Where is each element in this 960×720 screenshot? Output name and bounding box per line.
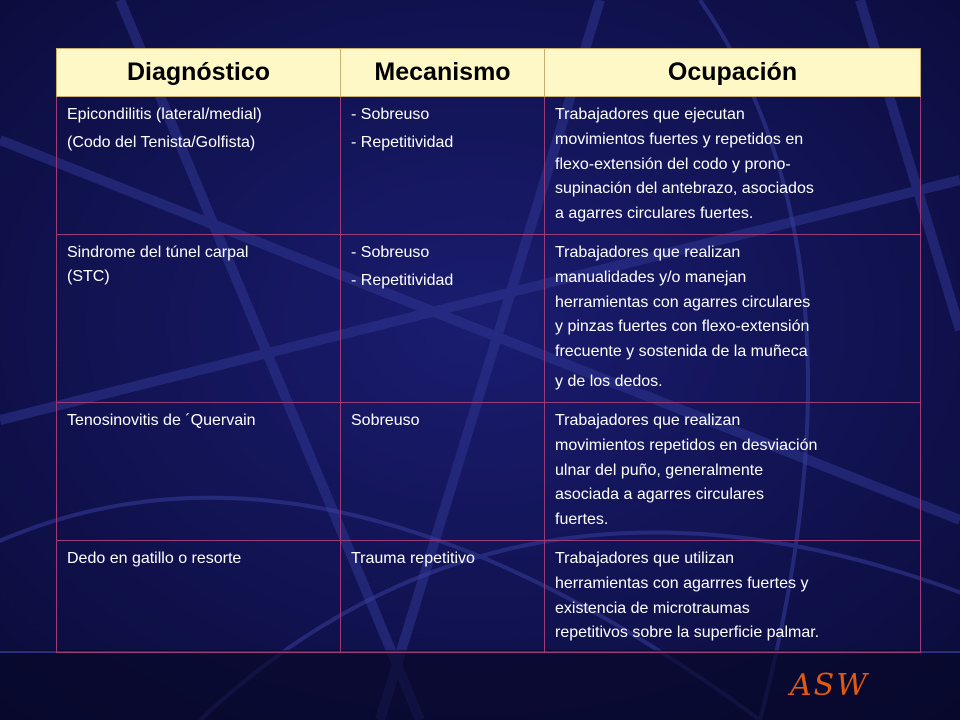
header-ocupacion: Ocupación [545, 49, 921, 97]
cell-text: frecuente y sostenida de la muñeca [555, 343, 808, 361]
cell-text: Trabajadores que realizan [555, 244, 741, 261]
cell-text: flexo-extensión del codo y prono- [555, 155, 791, 173]
cell-ocupacion [545, 403, 921, 541]
asw-watermark: ASW [790, 668, 870, 703]
cell-text: asociada a agarres circulares [555, 486, 764, 504]
cell-text: repetitivos sobre la superficie palmar. [555, 624, 820, 642]
cell-text: Tenosinovitis de ´Quervain [67, 412, 256, 429]
cell-text: Trabajadores que utilizan [555, 550, 735, 567]
table-header-row [57, 49, 921, 97]
cell-text: movimientos repetidos en desviación [555, 436, 818, 454]
cell-text: existencia de microtraumas [555, 599, 750, 617]
header-diagnostico: Diagnóstico [57, 49, 341, 97]
cell-text: Trauma repetitivo [351, 550, 475, 567]
table-row [57, 541, 921, 653]
cell-text: (Codo del Tenista/Golfista) [67, 134, 256, 151]
cell-diagnostico [57, 541, 341, 653]
cell-diagnostico [57, 235, 341, 403]
cell-ocupacion [545, 235, 921, 403]
cell-text: Sobreuso [351, 412, 420, 429]
cell-text: y de los dedos. [555, 372, 663, 390]
cell-text: y pinzas fuertes con flexo-extensión [555, 318, 810, 336]
cell-text: herramientas con agarrres fuertes y [555, 574, 809, 592]
cell-text: manualidades y/o manejan [555, 268, 747, 286]
cell-text: (STC) [67, 268, 110, 285]
cell-text: - Sobreuso [351, 244, 430, 261]
occupational-disorders-table [56, 48, 921, 653]
cell-text: - Sobreuso [351, 106, 430, 123]
table-row [57, 235, 921, 403]
cell-text: ulnar del puño, generalmente [555, 461, 764, 479]
table-row [57, 97, 921, 235]
cell-text: supinación del antebrazo, asociados [555, 180, 814, 198]
cell-diagnostico [57, 97, 341, 235]
cell-mecanismo [341, 97, 545, 235]
cell-text: Trabajadores que realizan [555, 412, 741, 429]
table-row [57, 403, 921, 541]
cell-text: Sindrome del túnel carpal [67, 244, 249, 261]
cell-diagnostico [57, 403, 341, 541]
cell-text: Dedo en gatillo o resorte [67, 550, 242, 567]
cell-mecanismo [341, 403, 545, 541]
cell-mecanismo [341, 235, 545, 403]
cell-ocupacion [545, 541, 921, 653]
cell-text: - Repetitividad [351, 272, 454, 289]
cell-mecanismo [341, 541, 545, 653]
cell-text: Trabajadores que ejecutan [555, 106, 745, 123]
cell-text: herramientas con agarres circulares [555, 293, 811, 311]
cell-text: - Repetitividad [351, 134, 454, 151]
cell-text: fuertes. [555, 511, 609, 529]
cell-text: movimientos fuertes y repetidos en [555, 130, 804, 148]
cell-text: a agarres circulares fuertes. [555, 205, 754, 223]
header-mecanismo: Mecanismo [341, 49, 545, 97]
cell-ocupacion [545, 97, 921, 235]
cell-text: Epicondilitis (lateral/medial) [67, 106, 262, 123]
